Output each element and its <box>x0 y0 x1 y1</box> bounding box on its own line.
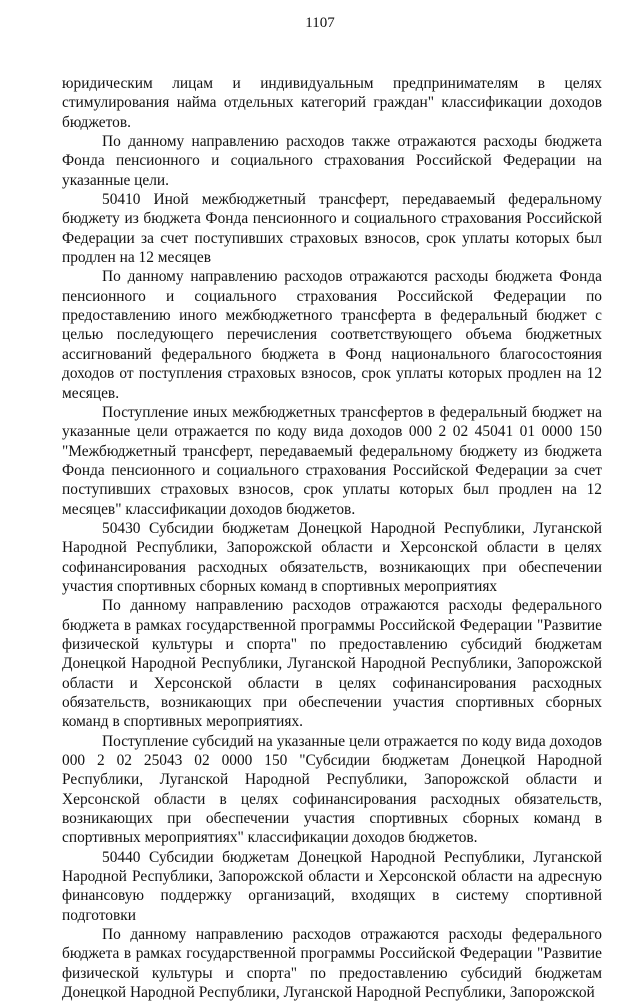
paragraph: 50430 Субсидии бюджетам Донецкой Народной Республики, Луганской Народной Республики, Запорожской области и Херсонской области в целях софинансирования расходных обязательств, возникающих при обеспечении участия спортивных сборных команд в спортивных мероприятиях <box>62 519 602 595</box>
paragraph: Поступление иных межбюджетных трансфертов в федеральный бюджет на указанные цели отражается по коду вида доходов 000 2 02 45041 01 0000 150 "Межбюджетный трансферт, передаваемый федеральному бюджету из бюджета Фонда пенсионного и социального страхования Российской Федерации за счет поступивших страховых взносов, срок уплаты которых был продлен на 12 месяцев" классификации доходов бюджетов. <box>62 403 602 518</box>
page-number: 1107 <box>305 15 335 31</box>
paragraph: юридическим лицам и индивидуальным предпринимателям в целях стимулирования найма отдельных категорий граждан" классификации доходов бюджетов. <box>62 75 602 131</box>
paragraph: По данному направлению расходов также отражаются расходы бюджета Фонда пенсионного и социального страхования Российской Федерации на указанные цели. <box>62 133 602 189</box>
paragraph: По данному направлению расходов отражаются расходы бюджета Фонда пенсионного и социального страхования Российской Федерации по предоставлению иного межбюджетного трансферта в федеральный бюджет с целью последующего перечисления соответствующего объема бюджетных ассигнований федерального бюджета в Фонд национального благосостояния доходов от поступления страховых взносов, срок уплаты которых продлен на 12 месяцев. <box>62 268 602 402</box>
paragraph: Поступление субсидий на указанные цели отражается по коду вида доходов 000 2 02 25043 02 0000 150 "Субсидии бюджетам Донецкой Народной Республики, Луганской Народной Республики, Запорожской области и Херсонской области в целях софинансирования расходных обязательств, возникающих при обеспечении участия спортивных сборных команд в спортивных мероприятиях" классификации доходов бюджетов. <box>62 732 602 847</box>
paragraph: По данному направлению расходов отражаются расходы федерального бюджета в рамках государственной программы Российской Федерации "Развитие физической культуры и спорта" по предоставлению субсидий бюджетам Донецкой Народной Республики, Луганской Народной Республики, Запорожской <box>62 926 602 1002</box>
paragraph: 50440 Субсидии бюджетам Донецкой Народной Республики, Луганской Народной Республики, Запорожской области и Херсонской области на адресную финансовую поддержку организаций, входящих в систему спортивной подготовки <box>62 848 602 924</box>
document-body <box>62 74 602 1003</box>
paragraph: 50410 Иной межбюджетный трансферт, передаваемый федеральному бюджету из бюджета Фонда пенсионного и социального страхования Российской Федерации за счет поступивших страховых взносов, срок уплаты которых был продлен на 12 месяцев <box>62 191 602 267</box>
paragraph: По данному направлению расходов отражаются расходы федерального бюджета в рамках государственной программы Российской Федерации "Развитие физической культуры и спорта" по предоставлению субсидий бюджетам Донецкой Народной Республики, Луганской Народной Республики, Запорожской области и Херсонской области в целях софинансирования расходных обязательств, возникающих при обеспечении участия спортивных сборных команд в спортивных мероприятиях. <box>62 597 602 731</box>
